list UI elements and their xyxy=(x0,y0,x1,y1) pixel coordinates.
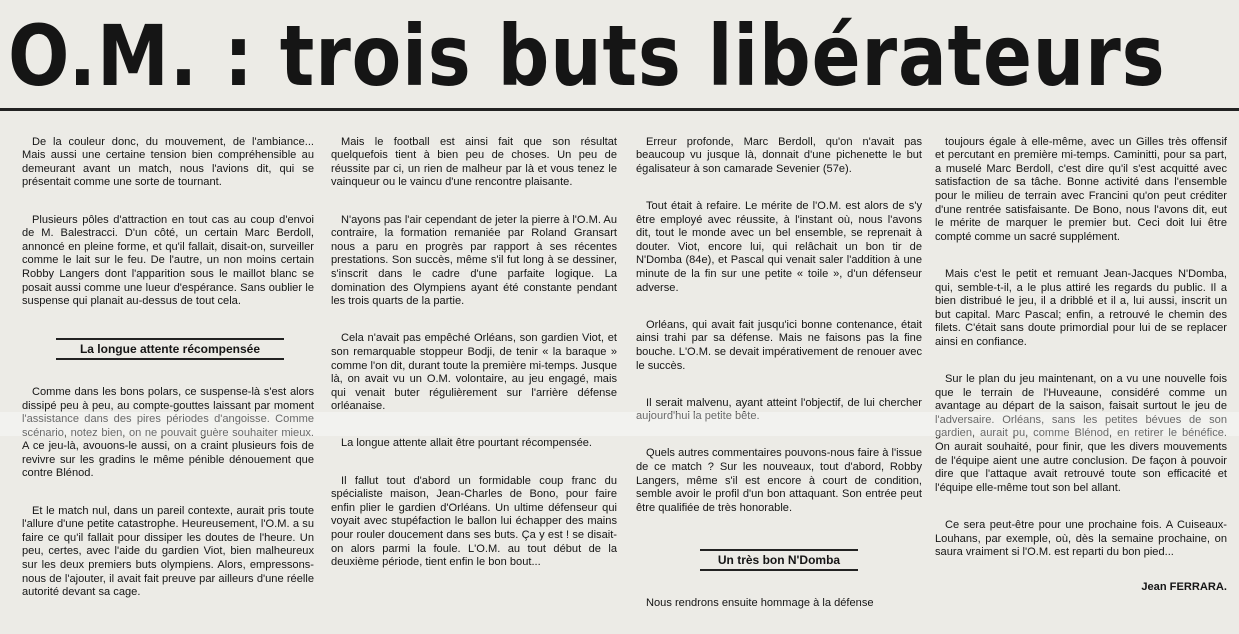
page-fold-band xyxy=(0,412,1239,436)
paragraph: Tout était à refaire. Le mérite de l'O.M. est alors de s'y être employé avec réussite, à l'instant où, nous l'avons dit, tout le monde avec un bel ensemble, se reprenait à douter. Viot, encore lui, qui relâchait un bon tir de N'Domba (84e), et Pascal qui venait saler l'addition à une minute de la fin sur une petite « toile », d'un défenseur adverse. xyxy=(636,199,922,294)
article-column-4 xyxy=(935,122,1227,592)
paragraph: Sur le plan du jeu maintenant, on a vu une nouvelle fois que le terrain de l'Huveaune, considéré comme un avantage au départ de la saison, faisait surtout le jeu de l'adversaire. Orléans, sans les petites bévues de son gardien, aurait pu, comme Blénod, en retirer le bénéfice. On aurait souhaité, pour finir, que les divers mouvements de l'équipe aient une autre conclusion. De façon à pouvoir dire que l'attaque avait retrouvé toute son efficacité et l'équipe elle-même tout son bel allant. xyxy=(935,373,1227,494)
paragraph: Et le match nul, dans un pareil contexte, aurait pris toute l'allure d'une petite catastrophe. Heureusement, l'O.M. a su faire ce qu'il fallait pour dissiper les doutes de l'heure. Un peu, certes, avec l'aide du gardien Viot, bien malheureux sur les deux premiers buts olympiens. Alors, empressons-nous de l'ajouter, il avait fait preuve par ailleurs d'une réelle autorité devant sa cage. xyxy=(22,504,314,599)
author-signature: Jean FERRARA. xyxy=(1141,581,1227,594)
article-column-3 xyxy=(636,122,922,609)
paragraph: N'ayons pas l'air cependant de jeter la pierre à l'O.M. Au contraire, la formation remaniée par Roland Gransart nous a paru en progrès par rapport à ses récentes prestations. Son succès, même s'il fut long à se dessiner, s'inscrit dans le cadre d'une parfaite logique. La domination des Olympiens ayant été constante pendant les trois quarts de la partie. xyxy=(331,213,617,308)
paragraph: Mais le football est ainsi fait que son résultat quelquefois tient à bien peu de choses. Un peu de réussite par ci, un rien de malheur par là et vous tenez le vainqueur ou le vaincu d'une rencontre plaisante. xyxy=(331,135,617,189)
paragraph: La longue attente allait être pourtant récompensée. xyxy=(341,437,593,450)
article-column-2 xyxy=(331,122,617,592)
paragraph: Il fallut tout d'abord un formidable coup franc du spécialiste maison, Jean-Charles de Bono, pour faire enfin plier le gardien d'Orléans. Un ultime défenseur qui voyait avec stupéfaction le ballon lui échapper des mains pour rouler doucement dans ses buts. Ça y est ! se disait-on alors parmi la foule. L'O.M. au tout début de la deuxième période, tient enfin le bon bout... xyxy=(331,474,617,569)
paragraph: Ce sera peut-être pour une prochaine fois. A Cuiseaux-Louhans, par exemple, où, dès la semaine prochaine, on saura vraiment si l'O.M. est reparti du bon pied... xyxy=(935,519,1227,559)
headline: O.M. : trois buts libérateurs xyxy=(8,7,1166,105)
paragraph: Plusieurs pôles d'attraction en tout cas au coup d'envoi de M. Balestracci. D'un côté, un certain Marc Berdoll, annoncé en pleine forme, et qu'il fallait, disait-on, surveiller comme le lait sur le feu. De l'autre, un non moins certain Robby Langers dont l'apparition sous le maillot blanc se posait aussi comme une lueur d'espérance. Sans oublier le suspense qui planait au-dessus de tout cela. xyxy=(22,213,314,308)
paragraph: Cela n'avait pas empêché Orléans, son gardien Viot, et son remarquable stoppeur Bodji, de tenir « la baraque » comme l'on dit, durant toute la première mi-temps. Jusque là, on avait vu un O.M. volontaire, au jeu engagé, mais qui venait buter régulièrement sur l'arrière défense orléanaise. xyxy=(331,332,617,413)
paragraph: Orléans, qui avait fait jusqu'ici bonne contenance, était ainsi trahi par sa défense. Mais ne faisons pas la fine bouche. L'O.M. se devait impérativement de renouer avec le succès. xyxy=(636,318,922,372)
paragraph: Il serait malvenu, ayant atteint l'objectif, de lui chercher aujourd'hui la petite bête. xyxy=(636,396,922,423)
subheading: Un très bon N'Domba xyxy=(700,549,858,571)
article-column-1 xyxy=(22,122,314,599)
paragraph: Comme dans les bons polars, ce suspense-là s'est alors dissipé peu à peu, au compte-gouttes laissant par moment l'assistance dans des pires périodes d'angoisse. Comme scénario, notez bien, on ne pouvait guère souhaiter mieux. A ce jeu-là, avouons-le aussi, on a craint plusieurs fois de revivre sur les gradins le même pénible dénouement que contre Blénod. xyxy=(22,385,314,480)
paragraph: toujours égale à elle-même, avec un Gilles très offensif et percutant en première mi-temps. Caminitti, pour sa part, a muselé Marc Berdoll, c'est dire qu'il s'est acquitté avec satisfaction de sa tâche. Bonne activité dans l'ensemble pour le milieu de terrain avec Francini qu'on peut créditer d'une rentrée satisfaisante. De Bono, nous l'avons dit, eut le mérite de marquer le premier but. Ceci doit lui être compté comme un sacré supplément. xyxy=(935,135,1227,243)
paragraph: Mais c'est le petit et remuant Jean-Jacques N'Domba, qui, semble-t-il, a le plus attiré les regards du public. Il a bien distribué le jeu, il a dribblé et il a, lui aussi, inscrit un but capital. Marc Pascal; enfin, a retrouvé le chemin des filets. C'était sans doute primordial pour lui de se replacer ainsi en confiance. xyxy=(935,267,1227,348)
paragraph: Quels autres commentaires pouvons-nous faire à l'issue de ce match ? Sur les nouveaux, tout d'abord, Robby Langers, même s'il est encore à court de condition, semble avoir le profil d'un bon attaquant. Son entrée peut être qualifiée de très honorable. xyxy=(636,447,922,514)
paragraph: Erreur profonde, Marc Berdoll, qu'on n'avait pas beaucoup vu jusque là, donnait d'une pichenette le but égalisateur à son camarade Sevenier (57e). xyxy=(636,135,922,175)
paragraph: De la couleur donc, du mouvement, de l'ambiance... Mais aussi une certaine tension bien compréhensible au demeurant avant un match, nous l'avions dit, qui se présentait comme une sorte de tournant. xyxy=(22,135,314,189)
paragraph: Nous rendrons ensuite hommage à la défense xyxy=(646,596,874,609)
headline-rule xyxy=(0,108,1239,111)
subheading: La longue attente récompensée xyxy=(56,338,284,360)
